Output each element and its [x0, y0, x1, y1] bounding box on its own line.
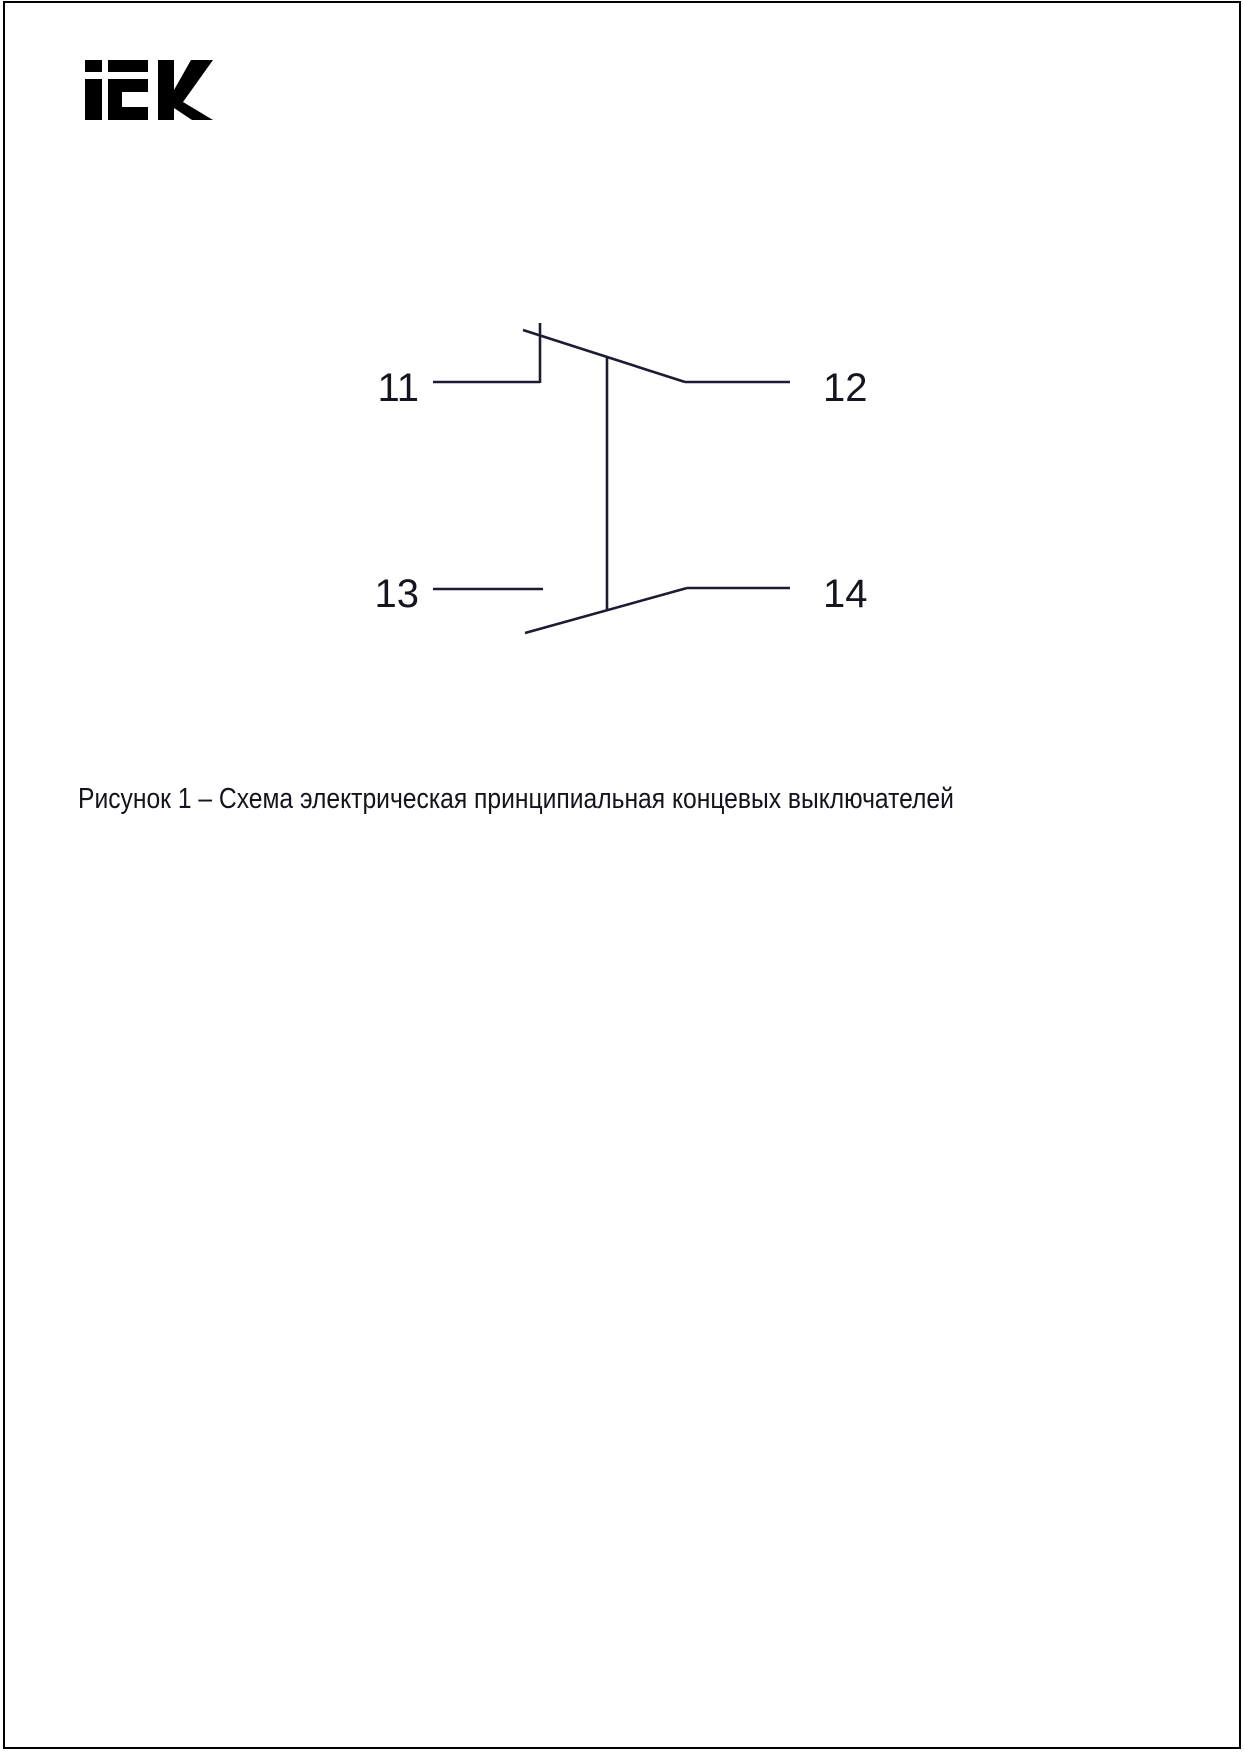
terminal-label-11: 11: [377, 366, 419, 410]
contact-lever-top: [523, 330, 685, 382]
terminal-label-14: 14: [823, 572, 868, 616]
figure-caption: Рисунок 1 – Схема электрическая принципиальная концевых выключателей: [78, 783, 954, 815]
terminal-label-13: 13: [374, 572, 419, 616]
terminal-label-12: 12: [823, 366, 868, 410]
